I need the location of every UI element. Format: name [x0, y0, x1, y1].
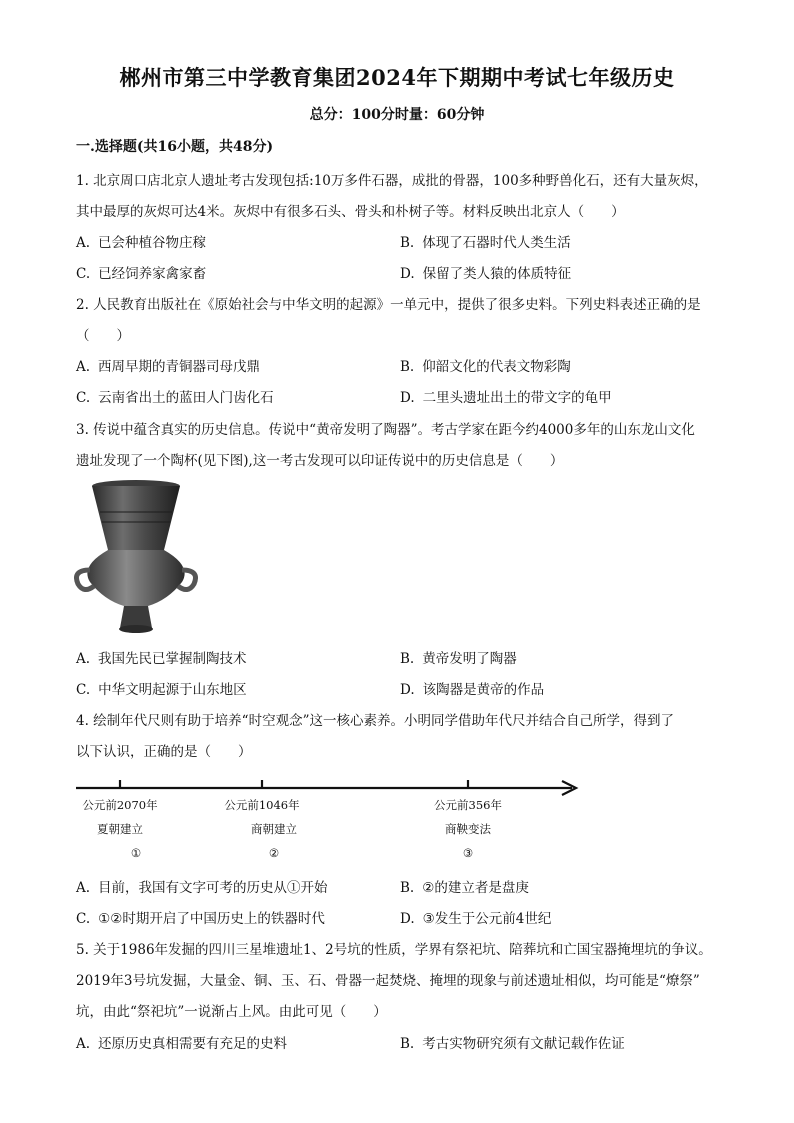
q4-stem-line1: 4. 绘制年代尺则有助于培养“时空观念”这一核心素养。小明同学借助年代尺并结合自己所学，得到了 [76, 713, 674, 729]
timeline-event-1: 夏朝建立 [97, 822, 143, 836]
option-label: A. [76, 359, 91, 375]
option-text: 二里头遗址出土的带文字的龟甲 [422, 390, 612, 406]
option-label: A. [76, 235, 91, 251]
q4-option-d [400, 907, 551, 927]
q1-stem-line1: 1. 北京周口店北京人遗址考古发现包括:10万多件石器，成批的骨器，100多种野兽化石，还有大量灰烬， [76, 173, 708, 189]
q3-option-a [76, 647, 247, 667]
option-label: A. [76, 880, 91, 896]
q2-option-a [76, 355, 260, 375]
q1-option-a [76, 231, 206, 251]
option-label: B. [400, 1036, 415, 1052]
option-label: C. [76, 390, 91, 406]
q5-stem-line3: 坑，由此“祭祀坑”一说渐占上风。由此可见（ ） [76, 1004, 387, 1020]
option-text: ①②时期开启了中国历史上的铁器时代 [98, 911, 325, 927]
option-text: ②的建立者是盘庚 [422, 880, 529, 896]
q5-option-b [400, 1032, 625, 1052]
q3-option-c [76, 678, 247, 698]
q2-option-d [400, 386, 612, 406]
option-text: 考古实物研究须有文献记载作佐证 [422, 1036, 625, 1052]
q4-option-a [76, 876, 328, 896]
option-text: 西周早期的青铜器司母戊鼎 [98, 359, 261, 375]
option-text: 目前，我国有文字可考的历史从①开始 [98, 880, 328, 896]
option-text: ③发生于公元前4世纪 [422, 911, 552, 927]
q1-stem-line2: 其中最厚的灰烬可达4米。灰烬中有很多石头、骨头和朴树子等。材料反映出北京人（ ） [76, 204, 625, 220]
q2-stem-line2: （ ） [76, 328, 130, 344]
option-label: C. [76, 266, 91, 282]
option-text: 中华文明起源于山东地区 [98, 682, 247, 698]
page-subtitle: 总分：100分时量：60分钟 [309, 107, 485, 123]
option-label: A. [76, 1036, 91, 1052]
timeline-year-1: 公元前2070年 [82, 798, 158, 812]
option-label: B. [400, 359, 415, 375]
q2-option-b [400, 355, 571, 375]
timeline-year-3: 公元前356年 [434, 798, 502, 812]
q5-option-a [76, 1032, 287, 1052]
q2-option-c [76, 386, 274, 406]
option-text: 黄帝发明了陶器 [422, 651, 517, 667]
timeline-mark-1: ① [130, 846, 142, 860]
option-text: 仰韶文化的代表文物彩陶 [422, 359, 571, 375]
option-label: A. [76, 651, 91, 667]
option-text: 保留了类人猿的体质特征 [422, 266, 572, 282]
q1-option-c [76, 262, 206, 282]
q5-stem-line2: 2019年3号坑发掘，大量金、铜、玉、石、骨器一起焚烧、掩埋的现象与前述遗址相似，均可能是“燎祭” [76, 973, 700, 989]
timeline-event-2: 商朝建立 [251, 822, 297, 836]
option-label: C. [76, 682, 91, 698]
page-title: 郴州市第三中学教育集团2024年下期期中考试七年级历史 [119, 65, 675, 90]
timeline-mark-3: ③ [462, 846, 474, 860]
option-label: D. [400, 682, 415, 698]
q4-option-b [400, 876, 529, 896]
timeline-mark-2: ② [268, 846, 280, 860]
q4-option-c [76, 907, 325, 927]
option-text: 已会种植谷物庄稼 [98, 235, 207, 251]
option-label: B. [400, 880, 415, 896]
option-text: 云南省出土的蓝田人门齿化石 [98, 390, 274, 406]
q4-stem-line2: 以下认识，正确的是（ ） [76, 744, 252, 760]
timeline-diagram [72, 772, 592, 867]
q3-stem-line2: 遗址发现了一个陶杯(见下图),这一考古发现可以印证传说中的历史信息是（ ） [76, 453, 564, 469]
q2-stem-line1: 2. 人民教育出版社在《原始社会与中华文明的起源》一单元中，提供了很多史料。下列史料表述正确的是 [76, 297, 701, 313]
option-label: B. [400, 651, 415, 667]
option-label: D. [400, 390, 415, 406]
q3-stem-line1: 3. 传说中蕴含真实的历史信息。传说中“黄帝发明了陶器”。考古学家在距今约4000多年的山东龙山文化 [76, 422, 695, 438]
option-text: 已经饲养家禽家畜 [98, 266, 207, 282]
q5-stem-line1: 5. 关于1986年发掘的四川三星堆遗址1、2号坑的性质，学界有祭祀坑、陪葬坑和亡国宝器掩埋坑的争议。 [76, 942, 712, 958]
timeline-event-3: 商鞅变法 [445, 822, 491, 836]
option-label: C. [76, 911, 91, 927]
q3-option-b [400, 647, 517, 667]
option-label: D. [400, 266, 415, 282]
option-text: 还原历史真相需要有充足的史料 [98, 1036, 288, 1052]
pottery-vase-icon [74, 478, 198, 636]
section-heading: 一.选择题(共16小题，共48分) [76, 139, 274, 155]
q1-option-b [400, 231, 571, 251]
option-text: 该陶器是黄帝的作品 [422, 682, 545, 698]
option-label: B. [400, 235, 415, 251]
option-text: 体现了石器时代人类生活 [422, 235, 571, 251]
timeline-year-2: 公元前1046年 [224, 798, 300, 812]
option-label: D. [400, 911, 415, 927]
q1-option-d [400, 262, 571, 282]
option-text: 我国先民已掌握制陶技术 [98, 651, 247, 667]
q3-option-d [400, 678, 544, 698]
